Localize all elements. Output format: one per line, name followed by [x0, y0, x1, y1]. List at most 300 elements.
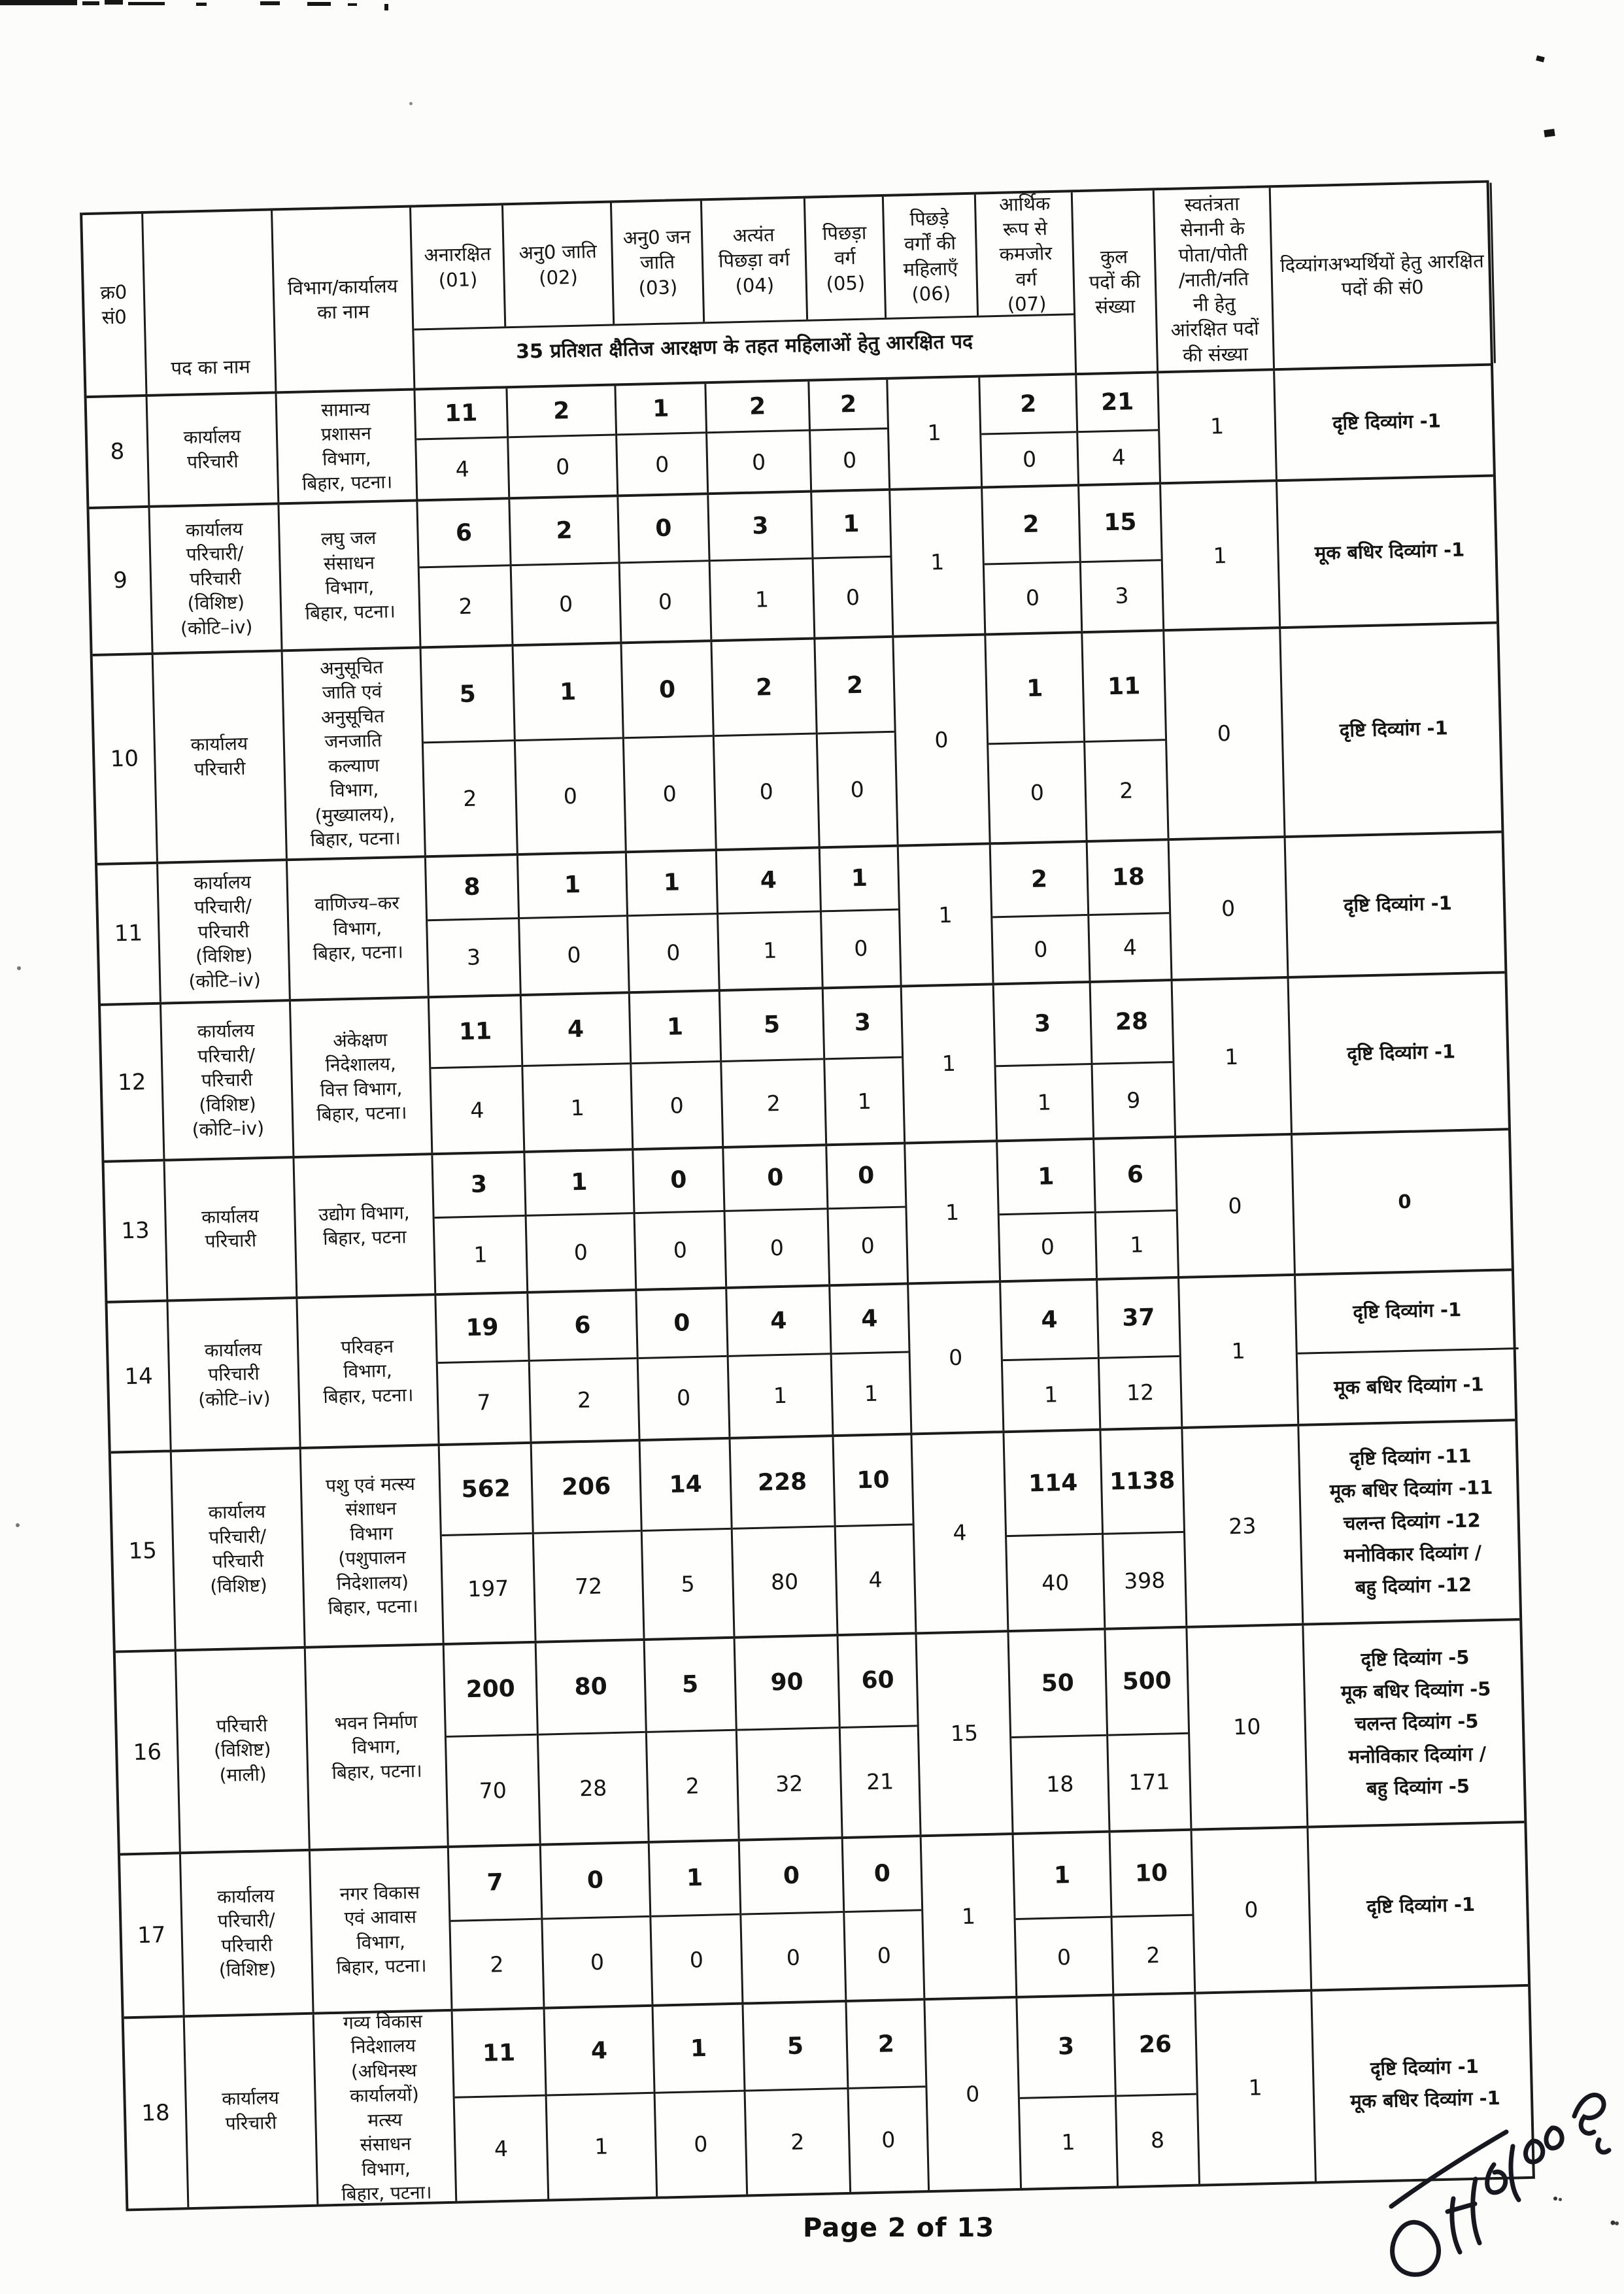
col05-bc-cell-women: 0	[853, 936, 868, 962]
col01-unreserved-cell-women: 1	[473, 1241, 488, 1268]
table-row	[116, 1621, 1525, 1855]
header-col05-bc: पिछड़ा वर्ग (05)	[805, 197, 887, 320]
col02-sc-cell-women: 2	[577, 1387, 592, 1413]
divyang-quota-cell: दृष्टि दिव्यांग -1	[1366, 1893, 1476, 1918]
col07-ews-cell-women: 0	[1030, 779, 1045, 806]
serial-cell: 8	[87, 397, 150, 507]
col04-ebc-cell	[717, 849, 824, 989]
scan-edge-artifact	[128, 2, 165, 5]
col01-unreserved-cell	[449, 1846, 545, 2009]
serial-cell: 14	[108, 1302, 172, 1451]
table-header	[82, 183, 1491, 398]
post-name-cell: कार्यालय परिचारी/ परिचारी (विशिष्ट) (कोटि–iv)	[150, 505, 282, 652]
col01-unreserved-cell-women: 7	[477, 1389, 492, 1416]
col01-unreserved-cell-women: 4	[494, 2135, 509, 2162]
col07-ews-cell	[994, 983, 1094, 1139]
col04-ebc-cell-women: 0	[751, 448, 766, 475]
col01-unreserved-cell-women: 4	[455, 456, 470, 482]
col07-ews-cell	[1001, 1281, 1101, 1430]
total-posts-cell-women: 12	[1126, 1379, 1155, 1406]
divyang-quota-cell: दृष्टि दिव्यांग -1 मूक बधिर दिव्यांग -1	[1350, 2055, 1501, 2113]
freedom-fighter-quota-cell: 1	[1161, 482, 1281, 629]
col03-st-cell	[634, 1149, 727, 1289]
table-row	[120, 1823, 1528, 2019]
col05-bc-cell-women: 0	[881, 2127, 896, 2153]
col03-st-cell-main: 14	[641, 1440, 731, 1532]
col05-bc-cell-main: 0	[843, 1837, 922, 1913]
col04-ebc-cell-main: 5	[743, 2002, 847, 2092]
col05-bc-cell-women: 1	[864, 1380, 879, 1407]
total-posts-cell-main: 15	[1079, 484, 1161, 563]
col03-st-cell	[641, 1440, 736, 1638]
col07-ews-cell-women: 0	[1033, 936, 1048, 962]
col03-st-cell	[637, 1289, 730, 1439]
col03-st-cell-women: 0	[693, 2131, 708, 2157]
post-name-cell: कार्यालय परिचारी/ परिचारी (विशिष्ट) (कोटि–iv)	[158, 861, 291, 1002]
department-cell: उद्योग विभाग, बिहार, पटना	[294, 1155, 436, 1296]
post-name-cell: कार्यालय परिचारी	[185, 2015, 319, 2207]
col05-bc-cell	[824, 987, 905, 1143]
col04-ebc-cell-main: 4	[727, 1287, 830, 1357]
col03-st-cell-main: 1	[630, 992, 720, 1065]
total-posts-cell	[1111, 1831, 1196, 1994]
col01-unreserved-cell-women: 197	[467, 1575, 509, 1602]
col04-ebc-cell-main: 3	[709, 492, 811, 561]
table-row	[124, 1987, 1532, 2208]
department-cell: गव्य विकास निदेशालय (अधिनस्थ कार्यालयों) मत्स्य संसाधन विभाग, बिहार, पटना।	[314, 2012, 458, 2204]
col05-bc-cell-women: 21	[866, 1768, 894, 1795]
col07-ews-cell-women: 0	[1025, 585, 1040, 611]
col07-ews-cell	[1009, 1630, 1110, 1832]
col01-unreserved-cell-main: 8	[426, 856, 518, 921]
scan-edge-artifact	[260, 1, 280, 5]
serial-cell: 10	[93, 655, 158, 863]
col07-ews-cell	[980, 375, 1079, 486]
col05-bc-cell-main: 60	[839, 1634, 917, 1728]
col02-sc-cell-main: 1	[518, 853, 626, 919]
freedom-fighter-quota-cell: 0	[1176, 1136, 1296, 1276]
divyang-quota-cell-main: दृष्टि दिव्यांग -1	[1296, 1271, 1519, 1355]
scan-speck	[1544, 129, 1555, 137]
col07-ews-cell-women: 40	[1041, 1569, 1070, 1596]
col02-sc-cell-main: 2	[507, 386, 615, 438]
col02-sc-cell	[522, 994, 634, 1151]
col01-unreserved-cell-women: 2	[462, 785, 477, 811]
header-col02-sc: अनु0 जाति (02)	[503, 203, 615, 326]
col04-ebc-cell	[727, 1287, 834, 1437]
total-posts-cell-women: 4	[1123, 934, 1138, 960]
col03-st-cell	[616, 384, 709, 494]
col04-ebc-cell-main: 2	[706, 382, 809, 434]
col03-st-cell	[645, 1639, 740, 1841]
col05-bc-cell-women: 1	[857, 1088, 872, 1114]
serial-cell: 17	[120, 1854, 185, 2016]
col04-ebc-cell-main: 0	[724, 1146, 826, 1212]
total-posts-cell-women: 398	[1123, 1567, 1166, 1594]
col04-ebc-cell-women: 1	[762, 937, 777, 964]
col01-unreserved-cell-main: 5	[422, 647, 514, 743]
col07-ews-cell-women: 1	[1061, 2129, 1075, 2155]
vacancy-reservation-table	[80, 180, 1535, 2212]
post-name-cell: कार्यालय परिचारी/ परिचारी (विशिष्ट)	[181, 1851, 314, 2015]
header-col01-unreserved: अनारक्षित (01)	[411, 205, 506, 328]
col04-ebc-cell-women: 80	[770, 1568, 799, 1595]
col07-ews-cell	[1004, 1431, 1106, 1630]
col07-ews-cell-women: 0	[1057, 1944, 1072, 1970]
scan-speck	[409, 102, 413, 105]
freedom-fighter-quota-cell: 0	[1170, 838, 1289, 979]
department-cell: सामान्य प्रशासन विभाग, बिहार, पटना।	[277, 390, 418, 502]
total-posts-cell-women: 171	[1128, 1768, 1170, 1796]
col06-bc-women-cell: 0	[925, 1999, 1022, 2190]
col07-ews-cell-main: 1	[986, 633, 1083, 745]
total-posts-cell-main: 11	[1083, 632, 1165, 743]
col03-st-cell	[627, 851, 720, 991]
col03-st-cell-women: 2	[685, 1772, 700, 1799]
col01-unreserved-cell	[430, 996, 525, 1153]
divyang-quota-cell: दृष्टि दिव्यांग -1	[1332, 409, 1442, 435]
col01-unreserved-cell-main: 562	[440, 1444, 532, 1537]
col02-sc-cell-women: 72	[574, 1573, 603, 1600]
col04-ebc-cell-women: 32	[775, 1770, 804, 1797]
col04-ebc-cell	[709, 492, 815, 639]
col04-ebc-cell-main: 5	[720, 989, 823, 1062]
col01-unreserved-cell-main: 3	[433, 1153, 524, 1219]
col05-bc-cell-main: 2	[815, 638, 894, 735]
col02-sc-cell-main: 6	[528, 1291, 636, 1362]
col01-unreserved-cell-women: 2	[490, 1951, 504, 1978]
scan-edge-artifact	[82, 1, 99, 5]
total-posts-cell-main: 1138	[1101, 1429, 1183, 1535]
col02-sc-cell-women: 0	[558, 590, 573, 617]
col03-st-cell-women: 0	[666, 939, 681, 966]
total-posts-cell-women: 4	[1111, 444, 1126, 471]
col05-bc-cell	[820, 847, 902, 987]
col07-ews-cell-main: 1	[998, 1140, 1094, 1215]
col03-st-cell	[618, 495, 712, 641]
total-posts-cell	[1077, 373, 1161, 484]
col03-st-cell-women: 0	[689, 1946, 704, 1973]
col03-st-cell	[622, 642, 717, 851]
col03-st-cell-main: 0	[637, 1289, 726, 1359]
col02-sc-cell-main: 1	[514, 644, 622, 741]
col03-st-cell-women: 0	[654, 451, 669, 477]
col05-bc-cell	[809, 380, 890, 490]
post-name-cell: परिचारी (विशिष्ट) (माली)	[177, 1649, 311, 1851]
col05-bc-cell	[812, 491, 894, 637]
divyang-quota-cell: मूक बधिर दिव्यांग -1	[1314, 538, 1465, 564]
department-cell: लघु जल संसाधन विभाग, बिहार, पटना।	[279, 501, 421, 649]
post-name-cell: कार्यालय परिचारी/ परिचारी (विशिष्ट) (कोटि–iv)	[161, 1002, 294, 1158]
col01-unreserved-cell-main: 19	[436, 1294, 528, 1364]
col04-ebc-cell	[743, 2002, 851, 2195]
col03-st-cell-main: 1	[616, 384, 705, 435]
col03-st-cell-main: 1	[627, 851, 717, 917]
page-number: Page 2 of 13	[803, 2213, 995, 2243]
col07-ews-cell-women: 0	[1040, 1234, 1055, 1260]
total-posts-cell-main: 500	[1106, 1628, 1188, 1736]
col01-unreserved-cell-main: 6	[418, 499, 509, 568]
col01-unreserved-cell	[426, 856, 522, 996]
serial-cell: 15	[111, 1452, 177, 1650]
col01-unreserved-cell-women: 4	[469, 1096, 484, 1123]
total-posts-cell	[1106, 1628, 1192, 1830]
col02-sc-cell-main: 2	[510, 497, 618, 565]
col03-st-cell-women: 5	[681, 1571, 696, 1597]
col05-bc-cell-women: 0	[850, 776, 865, 803]
col03-st-cell-main: 0	[622, 642, 712, 739]
total-posts-cell-main: 26	[1114, 1995, 1196, 2097]
col04-ebc-cell	[731, 1437, 839, 1636]
col01-unreserved-cell	[418, 499, 513, 646]
col04-ebc-cell-women: 2	[766, 1090, 781, 1117]
col05-bc-cell-main: 10	[834, 1435, 913, 1527]
col07-ews-cell-women: 18	[1045, 1771, 1074, 1798]
table-row	[111, 1421, 1519, 1653]
divyang-quota-cell: दृष्टि दिव्यांग -5 मूक बधिर दिव्यांग -5 चलन्त दिव्यांग -5 मनोविकार दिव्यांग / बहु दिव्यांग -5	[1340, 1645, 1491, 1800]
total-posts-cell-main: 21	[1077, 373, 1158, 433]
col02-sc-cell-women: 0	[590, 1949, 605, 1975]
col06-bc-women-cell: 0	[894, 635, 990, 844]
col01-unreserved-cell-main: 7	[449, 1846, 541, 1922]
header-freedom-fighter-quota: स्वतंत्रता सेनानी के पोता/पोती /नाती/नति नी हेतु आंरक्षित पदों की संख्या	[1155, 188, 1275, 371]
divyang-quota-cell	[1296, 1271, 1520, 1424]
col04-ebc-cell-main: 4	[717, 849, 820, 915]
total-posts-cell	[1091, 981, 1176, 1138]
col02-sc-cell	[510, 497, 622, 644]
col02-sc-cell	[528, 1291, 640, 1442]
col04-ebc-cell	[706, 381, 812, 492]
col05-bc-cell	[834, 1435, 917, 1634]
total-posts-cell-women: 9	[1126, 1087, 1141, 1113]
total-posts-cell-women: 2	[1119, 777, 1134, 803]
freedom-fighter-quota-cell: 0	[1164, 629, 1285, 838]
col02-sc-cell	[507, 386, 618, 497]
scan-speck	[16, 1523, 20, 1527]
col07-ews-cell-main: 3	[1017, 1996, 1115, 2099]
col02-sc-cell-women: 1	[570, 1094, 585, 1121]
col01-unreserved-cell-women: 70	[479, 1777, 507, 1804]
col03-st-cell-women: 0	[662, 781, 677, 807]
col03-st-cell-main: 1	[650, 1842, 740, 1917]
total-posts-cell	[1088, 841, 1173, 981]
col05-bc-cell-women: 0	[877, 1942, 892, 1968]
col02-sc-cell	[514, 644, 627, 853]
col01-unreserved-cell	[422, 647, 518, 855]
col01-unreserved-cell-main: 11	[430, 996, 521, 1070]
total-posts-cell	[1101, 1429, 1187, 1628]
col03-st-cell-women: 0	[669, 1092, 685, 1119]
col03-st-cell-main: 0	[618, 495, 708, 564]
col07-ews-cell	[998, 1140, 1098, 1280]
col07-ews-cell	[986, 633, 1087, 842]
serial-cell: 11	[97, 864, 161, 1004]
divyang-quota-cell: दृष्टि दिव्यांग -1	[1343, 891, 1453, 917]
col04-ebc-cell	[736, 1636, 843, 1839]
col02-sc-cell-women: 0	[563, 783, 578, 809]
col04-ebc-cell	[724, 1146, 830, 1287]
col02-sc-cell-main: 80	[537, 1641, 645, 1735]
table-row	[93, 624, 1502, 865]
col03-st-cell	[630, 992, 724, 1148]
col05-bc-cell-women: 0	[860, 1233, 875, 1259]
col07-ews-cell-main: 114	[1004, 1431, 1102, 1538]
col05-bc-cell	[827, 1144, 909, 1284]
col03-st-cell	[654, 2004, 749, 2196]
scan-speck	[1536, 56, 1545, 63]
scan-edge-artifact	[307, 2, 331, 6]
freedom-fighter-quota-cell: 1	[1196, 1991, 1317, 2184]
header-col06-bc-women: पिछड़े वर्गों की महिलाएँ (06)	[884, 195, 979, 318]
col03-st-cell-women: 0	[658, 588, 673, 615]
header-col03-st: अनु0 जन जाति (03)	[612, 201, 705, 324]
col07-ews-cell-main: 50	[1009, 1630, 1106, 1738]
freedom-fighter-quota-cell: 1	[1173, 979, 1293, 1136]
header-col04-ebc: अत्यंत पिछड़ा वर्ग (04)	[702, 199, 808, 322]
col03-st-cell-main: 0	[634, 1149, 723, 1214]
serial-cell: 16	[116, 1651, 181, 1853]
serial-cell: 13	[105, 1161, 169, 1300]
col06-bc-women-cell: 1	[890, 488, 986, 635]
col01-unreserved-cell-women: 3	[466, 944, 481, 971]
total-posts-cell-main: 28	[1091, 981, 1173, 1065]
col06-bc-women-cell: 1	[905, 1142, 1001, 1282]
col02-sc-cell-main: 0	[541, 1844, 650, 1920]
freedom-fighter-quota-cell: 23	[1183, 1426, 1304, 1626]
col04-ebc-cell-main: 0	[740, 1839, 843, 1915]
post-name-cell: कार्यालय परिचारी (कोटि–iv)	[168, 1299, 301, 1450]
col03-st-cell-main: 5	[645, 1639, 736, 1733]
post-name-cell: कार्यालय परिचारी	[165, 1158, 298, 1300]
col02-sc-cell-main: 206	[532, 1442, 641, 1534]
col01-unreserved-cell-main: 11	[453, 2010, 545, 2099]
header-women-quota-subrow: 35 प्रतिशत क्षैतिज आरक्षण के तहत महिलाओं हेतु आरक्षित पद	[414, 313, 1074, 375]
serial-cell: 12	[101, 1005, 165, 1160]
col07-ews-cell	[991, 843, 1091, 983]
col06-bc-women-cell: 15	[917, 1632, 1014, 1834]
header-post: पद का नाम	[143, 211, 277, 394]
freedom-fighter-quota-cell: 1	[1159, 371, 1277, 482]
col06-bc-women-cell: 1	[922, 1835, 1018, 1998]
col05-bc-cell-main: 1	[812, 491, 890, 559]
scan-edge-artifact	[348, 3, 357, 6]
col02-sc-cell	[537, 1641, 650, 1844]
total-posts-cell	[1098, 1279, 1183, 1428]
col02-sc-cell	[525, 1151, 637, 1291]
scan-speck	[384, 4, 388, 10]
divyang-quota-cell-women: मूक बधिर दिव्यांग -1	[1333, 1373, 1484, 1399]
post-name-cell: कार्यालय परिचारी	[148, 394, 280, 505]
col02-sc-cell-women: 28	[579, 1775, 607, 1802]
col01-unreserved-cell	[415, 388, 510, 499]
post-name-cell: कार्यालय परिचारी/ परिचारी (विशिष्ट)	[172, 1449, 306, 1649]
col05-bc-cell-main: 4	[830, 1285, 908, 1355]
col07-ews-cell-women: 1	[1043, 1381, 1058, 1408]
col03-st-cell-women: 0	[676, 1385, 691, 1411]
col01-unreserved-cell	[453, 2009, 550, 2201]
header-total-posts: कुल पदों की संख्या	[1073, 190, 1159, 373]
col02-sc-cell-main: 1	[525, 1151, 633, 1217]
col01-unreserved-cell-women: 2	[458, 593, 473, 619]
department-cell: भवन निर्माण विभाग, बिहार, पटना।	[306, 1645, 449, 1849]
col06-bc-women-cell: 0	[909, 1283, 1004, 1432]
col06-bc-women-cell: 1	[902, 985, 998, 1141]
col01-unreserved-cell-main: 200	[445, 1644, 537, 1738]
total-posts-cell-main: 18	[1088, 841, 1170, 916]
department-cell: वाणिज्य–कर विभाग, बिहार, पटना।	[288, 858, 430, 999]
col05-bc-cell-main: 1	[820, 847, 898, 913]
table-body	[87, 365, 1532, 2208]
col04-ebc-cell	[720, 989, 827, 1146]
col04-ebc-cell-women: 0	[770, 1235, 785, 1261]
department-cell: अंकेक्षण निदेशालय, वित्त विभाग, बिहार, पटना।	[291, 998, 433, 1156]
col04-ebc-cell	[740, 1839, 847, 2002]
scan-speck	[17, 966, 21, 970]
col02-sc-cell	[518, 853, 630, 994]
col02-sc-cell	[541, 1844, 654, 2007]
total-posts-cell-main: 10	[1111, 1831, 1193, 1918]
col01-unreserved-cell-main: 11	[415, 388, 507, 441]
header-category-group	[411, 192, 1077, 388]
signature-scribble	[1386, 2082, 1621, 2291]
serial-cell: 18	[124, 2017, 190, 2208]
col02-sc-cell-women: 0	[566, 942, 581, 968]
col04-ebc-cell-women: 1	[773, 1383, 788, 1409]
col04-ebc-cell-women: 2	[790, 2129, 805, 2155]
col05-bc-cell-women: 0	[845, 584, 860, 611]
col03-st-cell-women: 0	[673, 1237, 688, 1264]
scan-edge-artifact	[196, 3, 207, 6]
col07-ews-cell-women: 0	[1022, 446, 1037, 473]
col05-bc-cell-main: 2	[847, 2000, 925, 2089]
col05-bc-cell	[839, 1634, 922, 1836]
total-posts-cell-women: 3	[1115, 582, 1129, 609]
col04-ebc-cell-women: 0	[759, 779, 774, 805]
scan-edge-artifact	[105, 0, 123, 5]
col07-ews-cell	[1014, 1832, 1115, 1995]
col05-bc-cell	[830, 1285, 912, 1434]
total-posts-cell-main: 37	[1098, 1279, 1179, 1359]
col01-unreserved-cell	[436, 1294, 532, 1443]
department-cell: अनुसूचित जाति एवं अनुसूचित जनजाति कल्याण विभाग, (मुख्यालय), बिहार, पटना।	[283, 649, 426, 858]
col04-ebc-cell-main: 2	[712, 639, 815, 737]
serial-cell: 9	[90, 508, 154, 654]
freedom-fighter-quota-cell: 10	[1187, 1626, 1308, 1829]
table-scan-wrapper	[80, 180, 1535, 2212]
header-dept: विभाग/कार्यालय का नाम	[273, 208, 415, 392]
total-posts-cell-women: 1	[1129, 1231, 1144, 1258]
col02-sc-cell-women: 0	[555, 453, 570, 480]
col05-bc-cell-main: 2	[809, 380, 887, 431]
col05-bc-cell	[847, 2000, 930, 2192]
col02-sc-cell	[532, 1442, 645, 1641]
post-name-cell: कार्यालय परिचारी	[154, 652, 288, 861]
freedom-fighter-quota-cell: 0	[1193, 1828, 1313, 1991]
col02-sc-cell	[545, 2007, 658, 2199]
col04-ebc-cell-women: 0	[786, 1944, 801, 1970]
col06-bc-women-cell: 1	[899, 845, 994, 985]
col05-bc-cell-women: 4	[868, 1566, 883, 1593]
col02-sc-cell-main: 4	[522, 994, 630, 1067]
col03-st-cell	[650, 1842, 744, 2004]
col02-sc-cell-women: 0	[573, 1240, 588, 1266]
divyang-quota-cell: दृष्टि दिव्यांग -1	[1346, 1040, 1456, 1066]
total-posts-cell-women: 8	[1150, 2127, 1165, 2153]
total-posts-cell	[1083, 632, 1169, 840]
col01-unreserved-cell	[445, 1644, 541, 1846]
col04-ebc-cell-main: 228	[731, 1437, 834, 1530]
col07-ews-cell-main: 2	[980, 375, 1076, 435]
